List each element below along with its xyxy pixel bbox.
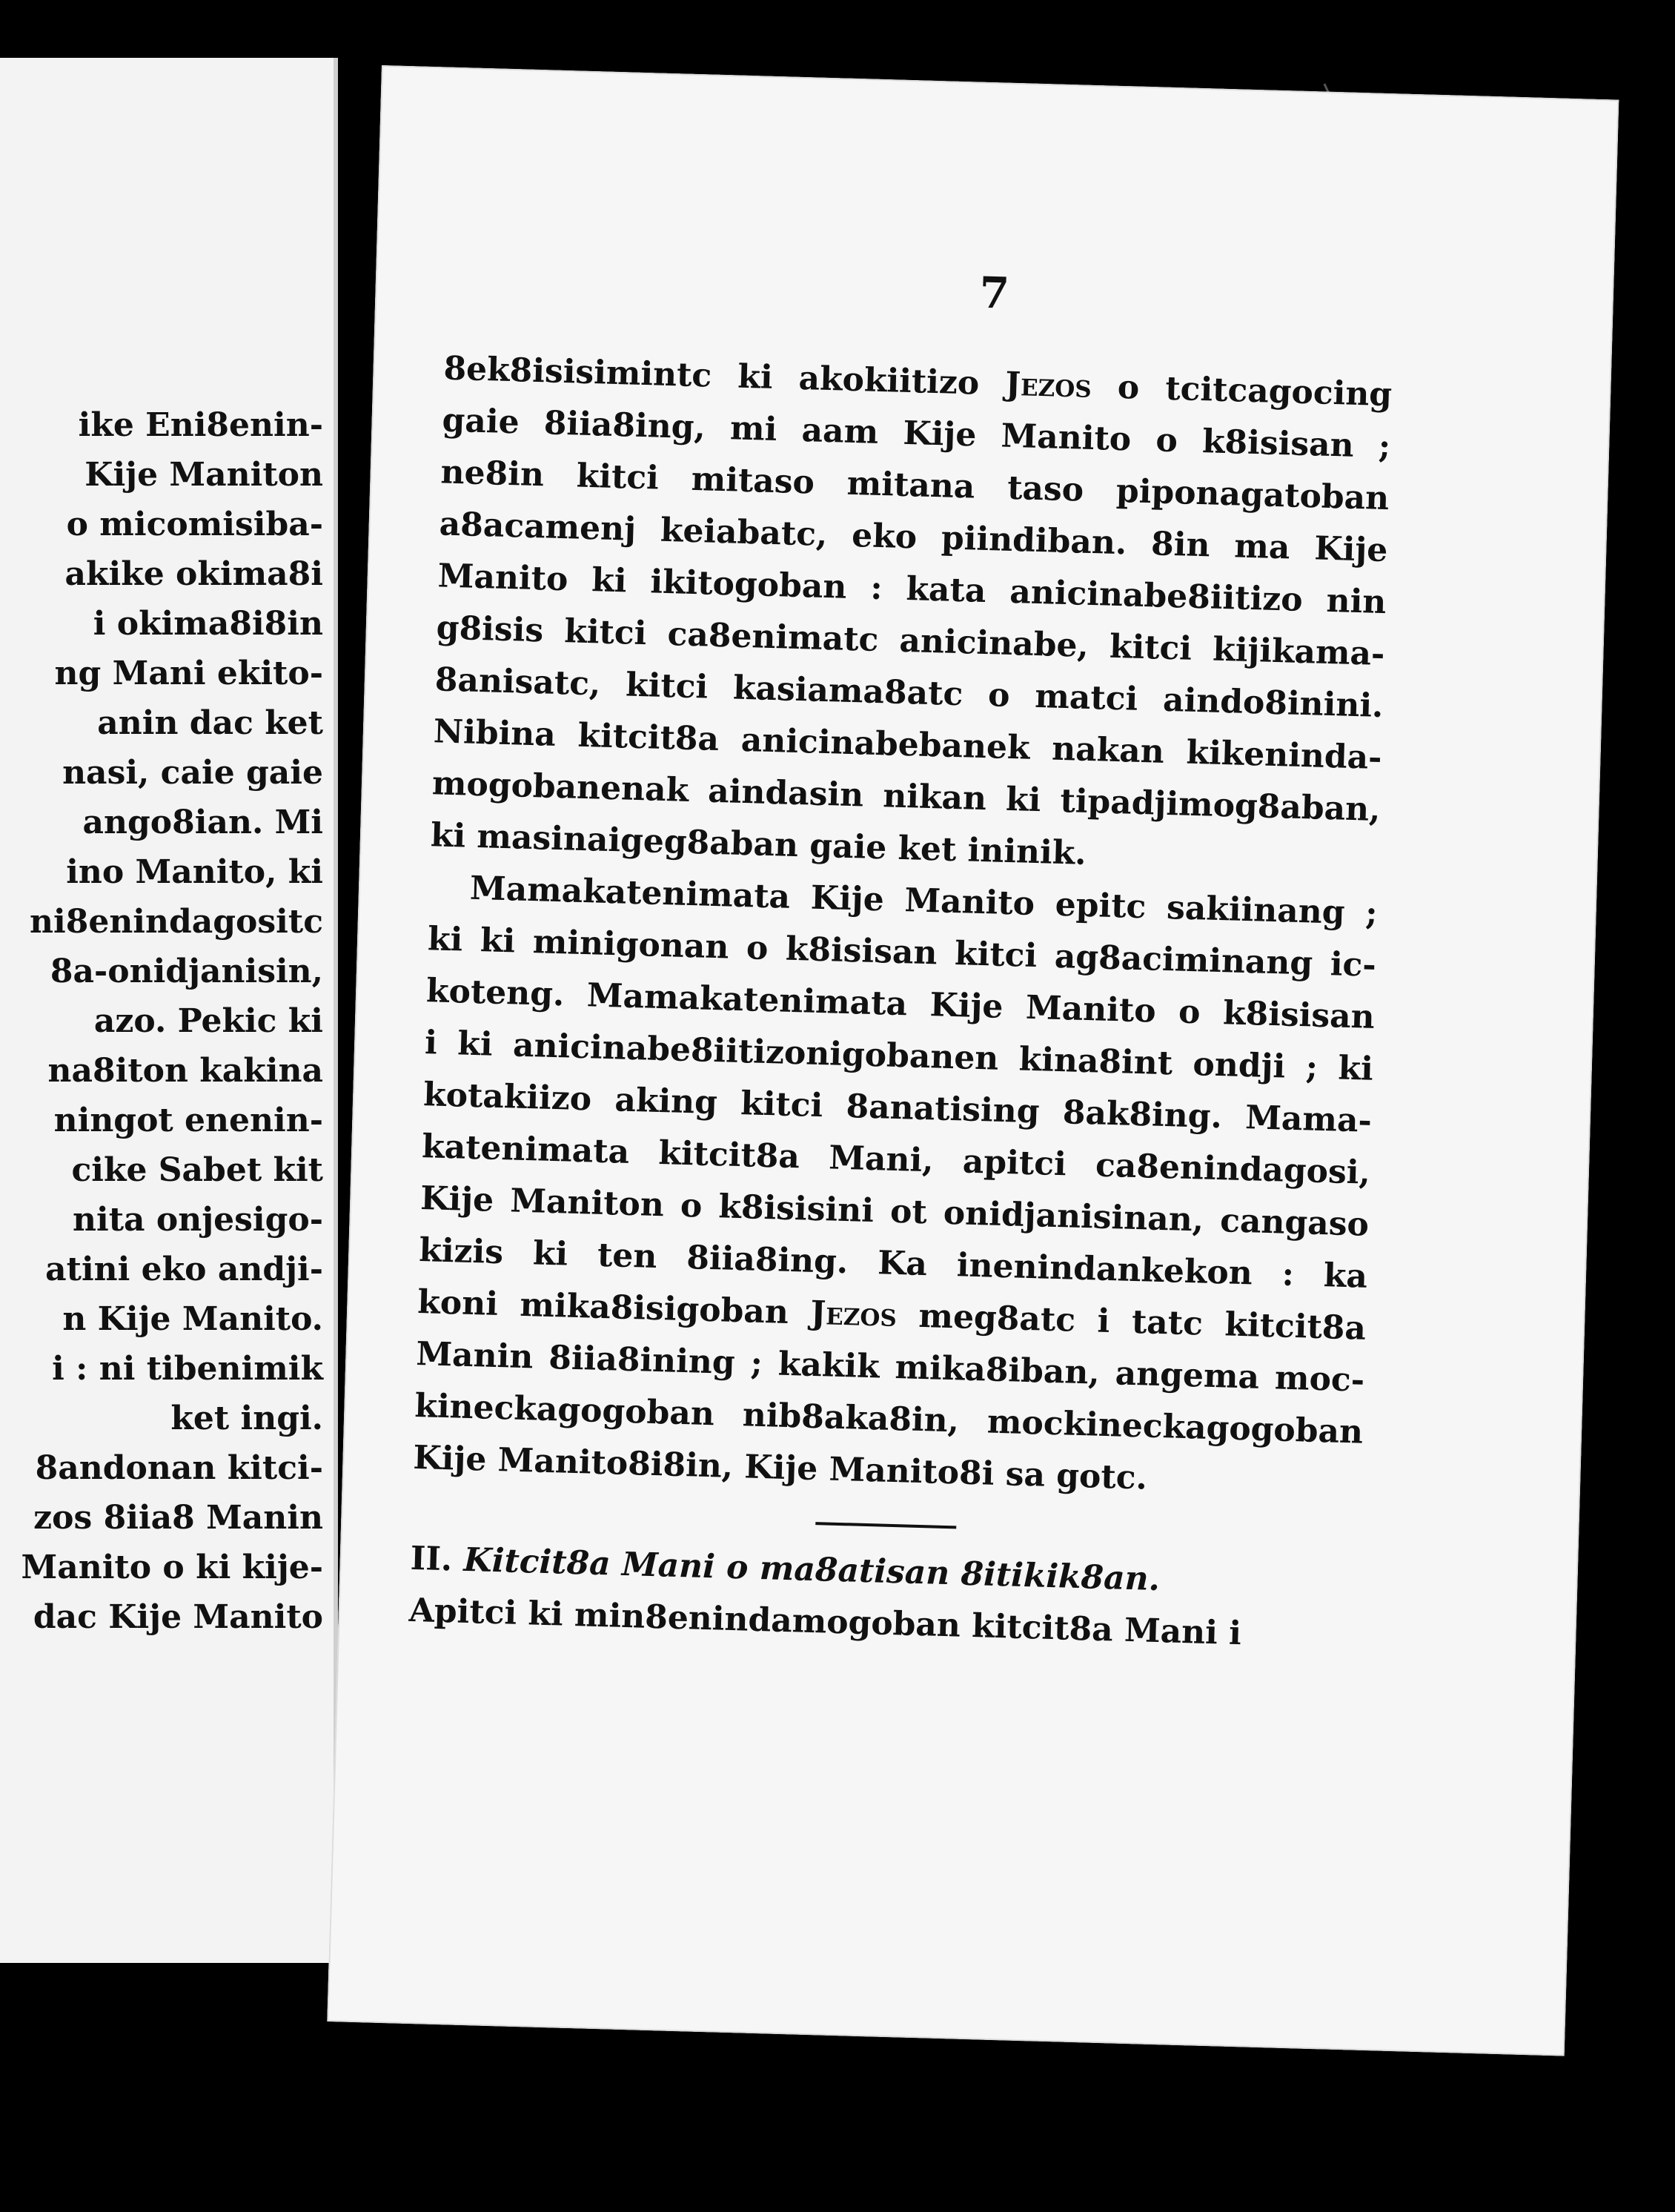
left-line: ng Mani ekito- <box>54 655 323 692</box>
left-page <box>0 58 338 1963</box>
left-line: nasi, caie gaie <box>62 754 323 792</box>
left-line: dac Kije Manito <box>33 1598 323 1636</box>
left-line: nita onjesigo- <box>73 1201 323 1239</box>
left-line: akike okima8i <box>64 555 323 593</box>
text-line: Mamakatenimata Kije Manito epitc sakiinang ; <box>469 869 1379 933</box>
section-number: II. <box>410 1539 453 1579</box>
left-line: i okima8i8in <box>93 605 323 643</box>
text-line: koteng. Mamakatenimata Kije Manito o k8isisan <box>425 972 1376 1036</box>
name-jezos: Jezos <box>1004 365 1092 405</box>
section-divider <box>815 1522 956 1529</box>
left-line: ike Eni8enin- <box>78 406 323 444</box>
text-line: Nibina kitcit8a anicinabebanek nakan kikeninda- <box>433 712 1383 778</box>
left-line: ino Manito, ki <box>66 853 323 891</box>
text-line: kotakiizo aking kitci 8anatising 8ak8ing. Mama- <box>422 1076 1373 1140</box>
left-line: anin dac ket <box>97 704 323 742</box>
left-line: ket ingi. <box>170 1400 323 1437</box>
text-line: katenimata kitcit8a Mani, apitci ca8enindagosi, <box>421 1127 1371 1192</box>
text-line: ki masinaigeg8aban gaie ket ininik. <box>430 816 1087 872</box>
text-line: Manito ki ikitogoban : kata anicinabe8iitizo nin <box>437 557 1387 622</box>
left-page-text <box>21 400 323 1642</box>
left-line: i : ni tibenimik <box>52 1350 323 1388</box>
left-line: azo. Pekic ki <box>93 1002 323 1040</box>
text-run: o tcitcagocing <box>1091 367 1393 414</box>
left-line: atini eko andji- <box>45 1251 323 1288</box>
text-run: 8ek8isisimintc ki akokiitizo <box>442 349 1006 403</box>
left-line: Manito o ki kije- <box>21 1549 323 1586</box>
text-line: i ki anicinabe8iitizonigobanen kina8int ondji ; ki <box>424 1024 1374 1088</box>
left-line: ango8ian. Mi <box>82 804 323 841</box>
page-number: 7 <box>978 267 1010 319</box>
text-line: ki ki minigonan o k8isisan kitci ag8aciminang ic- <box>427 920 1377 984</box>
left-line: ningot enenin- <box>53 1102 323 1139</box>
text-line: a8acamenj keiabatc, eko piindiban. 8in ma Kije <box>439 505 1388 570</box>
text-line: kineckagogoban nib8aka8in, mockineckagogoban <box>414 1386 1364 1451</box>
text-run: koni mika8isigoban <box>417 1283 812 1332</box>
right-page <box>327 65 1619 2056</box>
left-line: cike Sabet kit <box>71 1151 323 1189</box>
text-line: Kije Manito8i8in, Kije Manito8i sa gotc. <box>412 1438 1148 1497</box>
text-line: ne8in kitci mitaso mitana taso piponagatoban <box>440 453 1390 518</box>
left-line: n Kije Manito. <box>62 1300 323 1338</box>
section-title: Kitcit8a Mani o ma8atisan 8itikik8an. <box>462 1540 1161 1599</box>
name-jezos: Jezos <box>809 1294 898 1335</box>
text-line: g8isis kitci ca8enimatc anicinabe, kitci kijikama- <box>436 609 1386 674</box>
text-run: meg8atc i tatc kitcit8a <box>896 1297 1367 1348</box>
left-line: o micomisiba- <box>66 506 323 543</box>
text-line: kizis ki ten 8iia8ing. Ka inenindankekon : ka <box>418 1231 1368 1296</box>
text-line: Apitci ki min8enindamogoban kitcit8a Mani i <box>408 1591 1242 1653</box>
left-line: 8a-onidjanisin, <box>50 953 323 990</box>
page-body <box>408 343 1393 1663</box>
left-line: 8andonan kitci- <box>35 1449 323 1487</box>
left-line: ni8enindagositc <box>30 903 323 941</box>
text-line: Kije Maniton o k8isisini ot onidjanisinan, cangaso <box>419 1179 1370 1244</box>
left-line: zos 8iia8 Manin <box>33 1499 323 1537</box>
text-line: mogobanenak aindasin nikan ki tipadjimog8aban, <box>431 764 1382 830</box>
left-line: Kije Maniton <box>84 456 323 494</box>
text-line: gaie 8iia8ing, mi aam Kije Manito o k8isisan ; <box>441 401 1391 466</box>
text-line: 8anisatc, kitci kasiama8atc o matci aindo8inini. <box>434 660 1384 726</box>
left-line: na8iton kakina <box>47 1052 323 1090</box>
text-line: Manin 8iia8ining ; kakik mika8iban, angema moc- <box>415 1334 1365 1400</box>
